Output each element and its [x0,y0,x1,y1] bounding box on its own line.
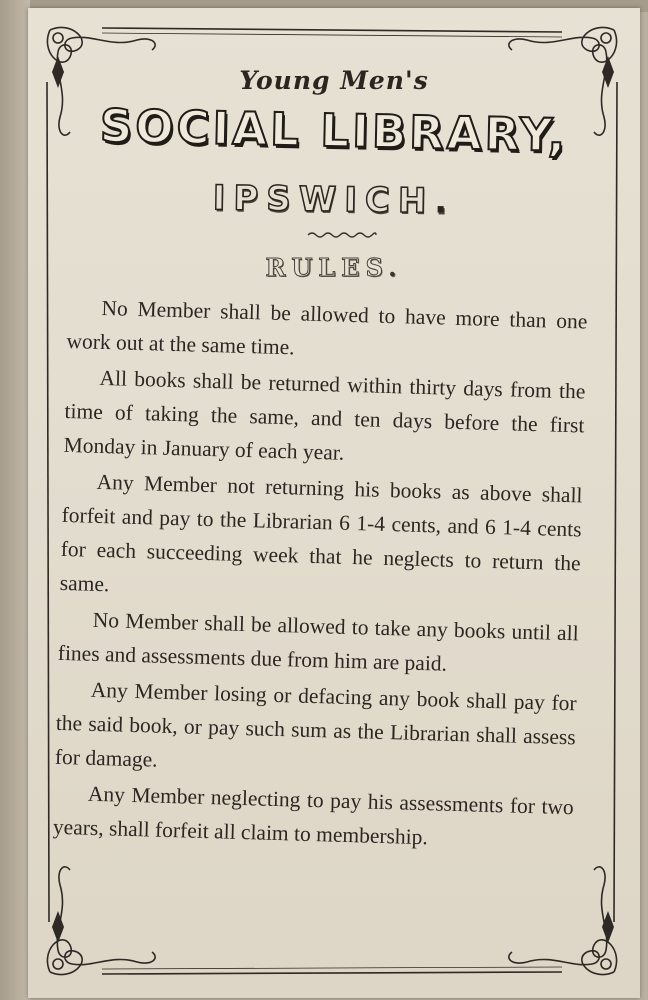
title-social-library: SOCIAL LIBRARY, [99,99,569,162]
rules-list [52,290,587,860]
background-edge-left [0,0,30,1000]
rule-1: No Member shall be allowed to have more than one work out at the same time. [66,295,588,360]
rule-3: Any Member not returning his books as above shall forfeit and pay to the Librarian 6 1-4 cents, and 6 1-4 cents for each succeeding week that he neglects to return the same. [59,469,583,597]
rule-4: No Member shall be allowed to take any books until all fines and assessments due from him are paid. [57,607,579,676]
rules-heading: RULES. [265,253,403,282]
rule-5: Any Member losing or defacing any book shall pay for the said book, or pay such sum as the Librarian shall assess for damage. [54,677,577,772]
library-rules-sheet [28,8,640,998]
rule-2: All books shall be returned within thirty days from the time of taking the same, and ten days before the first Monday in January of each year. [63,365,586,465]
title-ipswich: IPSWICH. [212,178,456,222]
wavy-divider-icon [306,230,378,240]
rule-6: Any Member neglecting to pay his assessments for two years, shall forfeit all claim to membership. [52,781,575,850]
title-ipswich-text: IPSWICH [212,178,435,222]
title-young-mens: Young Men's [239,66,429,95]
rules-heading-text: RULES [265,253,389,282]
